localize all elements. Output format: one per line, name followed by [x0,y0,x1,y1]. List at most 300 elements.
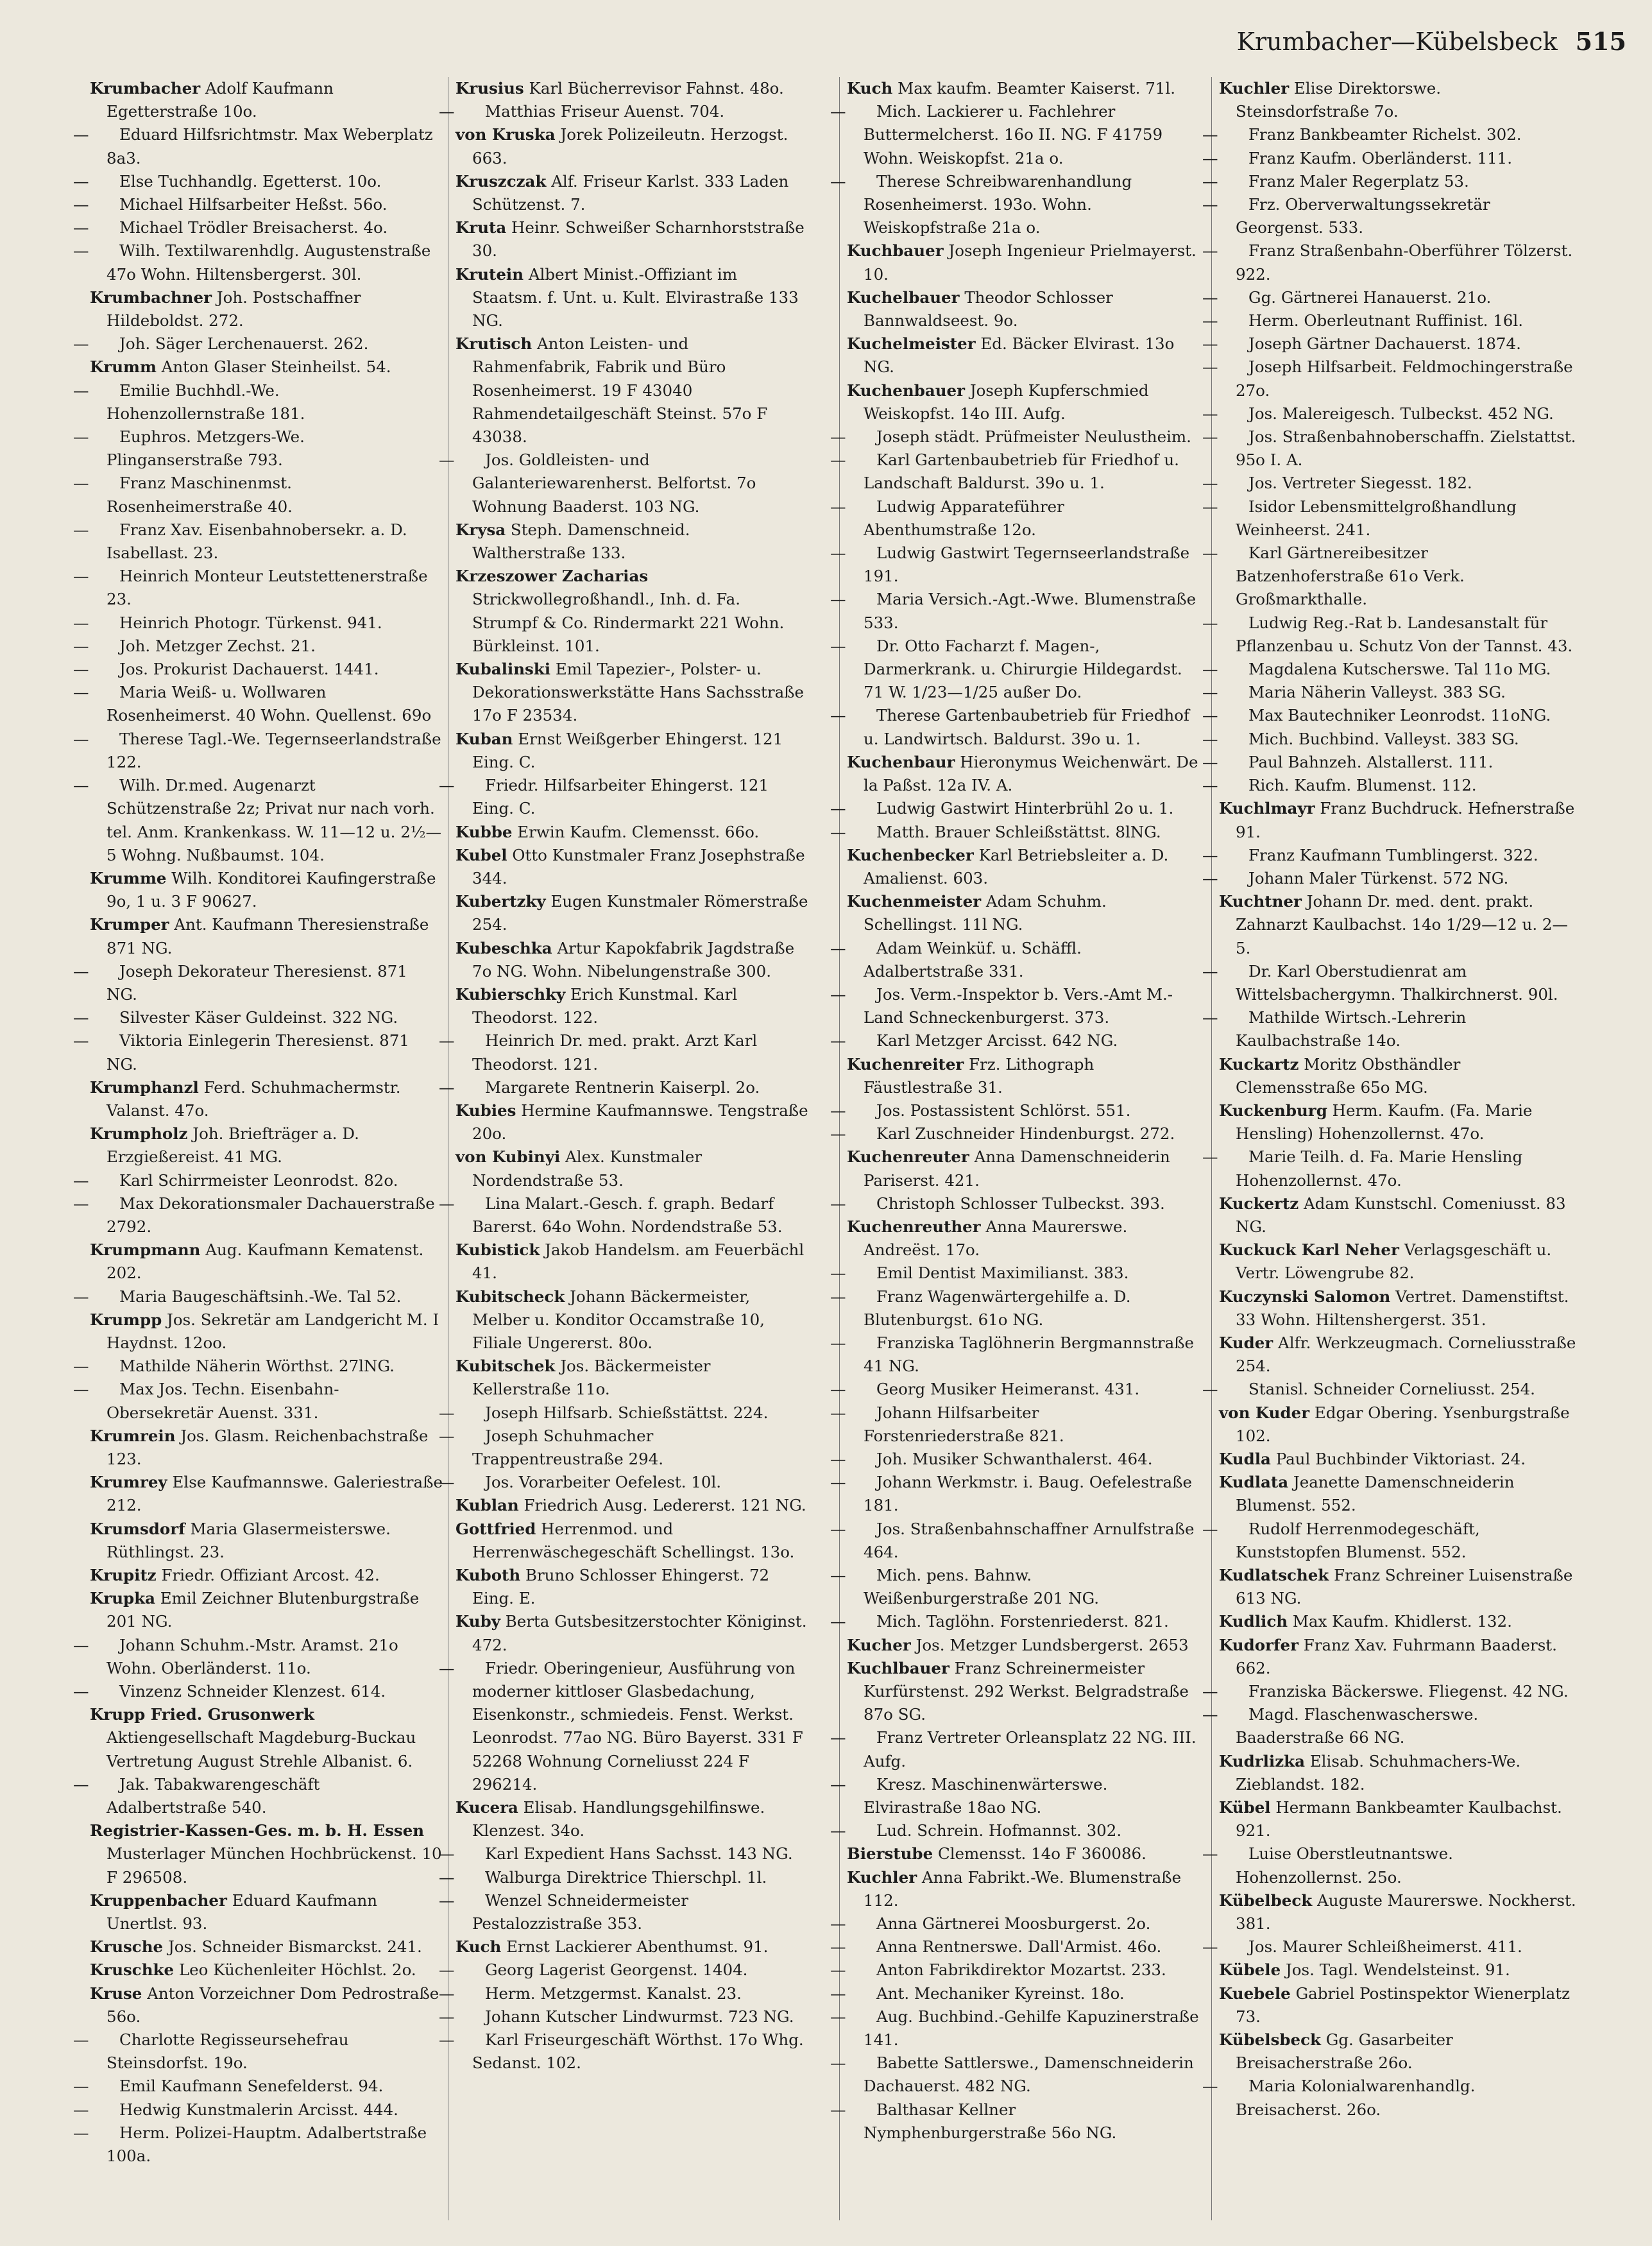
entry-details: Mathilde Näherin Wörthst. 27lNG. [119,1357,395,1376]
directory-entry [456,1564,808,1610]
entry-surname: Kuchelbauer [847,287,960,307]
directory-entry [456,1145,808,1192]
entry-surname: Kuder [1219,1333,1273,1352]
entry-details: Aug. Buchbind.-Gehilfe Kapuzinerstraße 141. [864,2007,1199,2050]
directory-entry [1202,867,1578,890]
entry-details: Gg. Gärtnerei Hanauerst. 21o. [1248,287,1492,307]
directory-entry [1219,890,1578,960]
entry-details: Joh. Briefträger a. D. Erzgießereist. 41 MG. [106,1124,359,1167]
ditto-dash: — [830,590,846,609]
entry-details: Hieronymus Weichenwärt. De la Paßst. 12a IV. A. [864,752,1198,795]
directory-entry [1202,542,1578,612]
directory-entry [1219,1564,1578,1610]
entry-details: Emil Tapezier-, Polster- u. Dekorationswerkstätte Hans Sachsstraße 17o F 23534. [472,660,805,725]
ditto-dash: — [830,427,846,447]
ditto-dash: — [830,938,846,957]
directory-entry [830,1378,1200,1401]
entry-details: Vertret. Damenstiftst. 33 Wohn. Hiltenshergerst. 351. [1236,1287,1569,1329]
entry-details: Johann Bäckermeister, Melber u. Konditor Occamstraße 10, Filiale Ungererst. 80o. [472,1287,765,1352]
directory-entry [456,728,808,774]
ditto-dash: — [73,683,89,702]
entry-details: Ant. Mechaniker Kyreinst. 18o. [876,1984,1125,2003]
directory-entry [1219,1959,1578,1982]
entry-surname: Krumrey [90,1473,167,1492]
ditto-dash: — [73,1170,89,1190]
ditto-dash: — [73,2030,89,2050]
entry-surname: Kuchenbecker [847,845,974,864]
entry-surname: Kuch [456,1937,502,1957]
entry-details: Ernst Weißgerber Ehingerst. 121 Eing. C. [472,729,783,771]
directory-entry [1202,123,1578,146]
entry-details: Lud. Schrein. Hofmannst. 302. [876,1821,1122,1840]
directory-entry [830,797,1200,820]
entry-details: Margarete Rentnerin Kaiserpl. 2o. [485,1077,760,1097]
entry-details: Paul Buchbinder Viktoriast. 24. [1275,1449,1526,1468]
directory-entry [830,1773,1200,1819]
directory-entry [1202,495,1578,542]
entry-details: Johann Dr. med. dent. prakt. Zahnarzt Kaulbachst. 14o 1/29—12 u. 2—5. [1236,892,1568,957]
ditto-dash: — [73,520,89,539]
entry-surname: Kudla [1219,1449,1271,1468]
ditto-dash: — [1202,776,1218,795]
entry-details: Marie Teilh. d. Fa. Marie Hensling Hohenzollernst. 47o. [1236,1147,1523,1190]
entry-details: Anna Damenschneiderin Pariserst. 421. [864,1147,1170,1190]
directory-entry [1202,1145,1578,1192]
ditto-dash: — [1202,1937,1218,1957]
ditto-dash: — [73,660,89,679]
ditto-dash: — [830,497,846,516]
ditto-dash: — [830,1519,846,1538]
entry-details: Franz Maler Regerplatz 53. [1248,171,1469,191]
entry-details: Joseph städt. Prüfmeister Neulustheim. [876,427,1191,447]
directory-entry [847,239,1200,286]
entry-details: Anna Maurerswe. Andreëst. 17o. [864,1217,1128,1260]
directory-entry [1202,402,1578,425]
entry-details: Bruno Schlosser Ehingerst. 72 Eing. E. [472,1566,770,1608]
entry-details: Adam Kunstschl. Comeniusst. 83 NG. [1236,1194,1566,1236]
entry-details: Clemensst. 14o F 360086. [937,1844,1146,1864]
ditto-dash: — [439,1473,455,1492]
ditto-dash: — [73,1008,89,1027]
entry-details: Maria Weiß- u. Wollwaren Rosenheimerst. 40 Wohn. Quellenst. 69o [106,683,432,725]
ditto-dash: — [73,474,89,493]
directory-entry [439,1029,808,1076]
entry-details: Jos. Straßenbahnschaffner Arnulfstraße 464. [864,1519,1195,1561]
directory-entry [456,1796,808,1842]
entry-details: Rudolf Herrenmodegeschäft, Kunststopfen Blumenst. 552. [1236,1519,1480,1561]
entry-surname: Kuchenreuter [847,1147,969,1167]
directory-entry [73,1773,443,1819]
entry-surname: Krusius [456,79,524,98]
directory-entry [1219,1448,1578,1471]
entry-details: Elisab. Schuhmachers-We. Zieblandst. 182. [1236,1751,1521,1794]
directory-entry [830,425,1200,449]
entry-surname: von Kubinyi [456,1147,561,1167]
directory-entry [830,100,1200,170]
entry-surname: Kuby [456,1612,500,1631]
ditto-dash: — [73,2100,89,2119]
ditto-dash: — [73,961,89,981]
entry-details: Adam Schuhm. Schellingst. 11l NG. [864,892,1107,934]
ditto-dash: — [439,1194,455,1213]
entry-details: Herrenmod. und Herrenwäschegeschäft Schellingst. 13o. [472,1519,795,1561]
entry-details: Franz Xav. Fuhrmann Baaderst. 662. [1236,1635,1557,1677]
directory-entry [1202,1935,1578,1959]
entry-surname: Kuchenbauer [847,381,966,400]
ditto-dash: — [1202,660,1218,679]
directory-entry [830,1122,1200,1145]
entry-details: Moritz Obsthändler Clemensstraße 65o MG. [1236,1054,1461,1097]
directory-entry [90,1703,443,1773]
directory-entry [830,983,1200,1029]
entry-details: Euphros. Metzgers-We. Plinganserstraße 793. [106,427,305,470]
entry-details: Herm. Kaufm. (Fa. Marie Hensling) Hohenzollernst. 47o. [1236,1101,1533,1144]
directory-entry [456,216,808,262]
entry-details: Walburga Direktrice Thierschpl. 1l. [485,1867,767,1887]
ditto-dash: — [1202,474,1218,493]
entry-details: Franz Bankbeamter Richelst. 302. [1248,125,1522,144]
entry-details: Therese Tagl.-We. Tegernseerlandstraße 122. [106,729,441,771]
entry-surname: Kruse [90,1984,142,2003]
ditto-dash: — [1202,241,1218,261]
ditto-dash: — [830,1194,846,1213]
directory-entry [90,286,443,332]
column-divider [839,77,840,2220]
ditto-dash: — [830,1566,846,1584]
entry-details: Max Bautechniker Leonrodst. 11oNG. [1248,706,1551,725]
entry-surname: Kubel [456,845,507,864]
entry-details: Stanisl. Schneider Corneliusst. 254. [1248,1380,1535,1399]
ditto-dash: — [439,1403,455,1422]
entry-details: Jakob Handelsm. am Feuerbächl 41. [472,1240,805,1283]
entry-details: Ludwig Apparateführer Abenthumstraße 12o. [864,497,1064,539]
directory-entry [73,1634,443,1680]
ditto-dash: — [439,1867,455,1887]
entry-surname: Kuckertz [1219,1194,1299,1213]
ditto-dash: — [439,1031,455,1050]
ditto-dash: — [73,334,89,354]
entry-details: Mich. Taglöhn. Forstenriederst. 821. [876,1612,1169,1631]
column-3 [830,77,1200,2220]
ditto-dash: — [73,729,89,748]
entry-surname: Kuchlmayr [1219,799,1315,818]
directory-entry [73,1285,443,1308]
entry-details: Auguste Maurerswe. Nockherst. 381. [1236,1890,1576,1933]
entry-details: Anna Gärtnerei Moosburgerst. 2o. [876,1914,1151,1933]
entry-surname: Krumbachner [90,287,212,307]
entry-details: Wilh. Konditorei Kaufingerstraße 9o, 1 u. 3 F 90627. [106,868,436,911]
ditto-dash: — [73,1774,89,1794]
directory-entry [456,821,808,844]
entry-details: Maria Näherin Valleyst. 383 SG. [1248,683,1506,702]
entry-details: Lina Malart.-Gesch. f. graph. Bedarf Barerst. 64o Wohn. Nordendstraße 53. [472,1194,783,1236]
entry-surname: Krumphanzl [90,1077,199,1097]
directory-entry [439,1889,808,1935]
directory-entry [830,821,1200,844]
directory-entry [847,77,1200,100]
entry-details: Ludwig Reg.-Rat b. Landesanstalt für Pflanzenbau u. Schutz Von der Tannst. 43. [1236,613,1573,655]
ditto-dash: — [73,1287,89,1306]
directory-entry [73,193,443,216]
directory-entry [830,1192,1200,1215]
directory-entry [456,937,808,983]
entry-details: Dr. Otto Facharzt f. Magen-, Darmerkrank. u. Chirurgie Hildegardst. 71 W. 1/23—1/25 außer Do. [864,636,1182,702]
ditto-dash: — [1202,334,1218,354]
directory-entry [439,1842,808,1865]
directory-entry [456,519,808,565]
entry-details: Georg Musiker Heimeranst. 431. [876,1380,1140,1399]
directory-entry [73,1355,443,1378]
directory-entry [847,751,1200,797]
entry-details: Elisab. Handlungsgehilfinswe. Klenzest. 34o. [472,1798,765,1840]
directory-entry [847,1866,1200,1912]
directory-entry [1202,774,1578,797]
ditto-dash: — [830,1774,846,1794]
directory-entry [90,356,443,379]
entry-surname: Krusche [90,1937,164,1957]
directory-entry [830,1819,1200,1842]
ditto-dash: — [1202,613,1218,632]
entry-details: Heinrich Dr. med. prakt. Arzt Karl Theodorst. 121. [472,1031,758,1074]
entry-surname: Kübelsbeck [1219,2030,1321,2050]
entry-details: Steph. Damenschneid. Waltherstraße 133. [472,520,690,563]
entry-details: Babette Sattlerswe., Damenschneiderin Dachauerst. 482 NG. [864,2053,1194,2096]
entry-details: Jos. Glasm. Reichenbachstraße 123. [106,1426,429,1468]
entry-details: Friedrich Ausg. Ledererst. 121 NG. [524,1496,806,1515]
entry-details: Friedr. Offiziant Arcost. 42. [161,1566,380,1584]
directory-entry [830,1610,1200,1633]
directory-entry [90,1959,443,1982]
ditto-dash: — [1202,706,1218,725]
entry-surname: Kruszczak [456,171,547,191]
ditto-dash: — [73,427,89,447]
entry-surname: Kuch [847,79,893,98]
entry-surname: Kruta [456,218,507,237]
directory-entry [847,844,1200,890]
entry-surname: Kuban [456,729,513,748]
entry-details: Joseph Schuhmacher Trappentreustraße 294. [472,1426,664,1468]
entry-details: Maria Versich.-Agt.-Wwe. Blumenstraße 533. [864,590,1196,632]
directory-entry [1202,1006,1578,1052]
directory-entry [1202,1518,1578,1564]
directory-entry [73,1169,443,1192]
entry-details: Jos. Tagl. Wendelsteinst. 91. [1285,1960,1510,1980]
ditto-dash: — [73,1031,89,1050]
entry-details: Aug. Kaufmann Kematenst. 202. [106,1240,424,1283]
entry-surname: Kucera [456,1798,518,1817]
entry-details: Franz Buchdruck. Hefnerstraße 91. [1236,799,1575,841]
entry-details: Ant. Kaufmann Theresienstraße 871 NG. [106,915,429,957]
directory-entry [90,1122,443,1169]
directory-entry [1219,1053,1578,1099]
entry-details: Emil Dentist Maximilianst. 383. [876,1264,1129,1283]
directory-entry [1202,728,1578,751]
entry-surname: Krumpholz [90,1124,188,1144]
directory-entry [456,1935,808,1959]
directory-entry [830,704,1200,750]
ditto-dash: — [830,1937,846,1957]
entry-surname: Krumme [90,868,167,887]
ditto-dash: — [73,636,89,655]
entry-details: Michael Hilfsarbeiter Heßst. 56o. [119,195,387,214]
directory-entry [456,263,808,333]
directory-entry [1202,704,1578,727]
directory-entry [1219,2028,1578,2075]
entry-details: Johann Hilfsarbeiter Forstenriederstraße 821. [864,1403,1064,1445]
directory-entry [1202,844,1578,867]
entry-surname: Kudrlizka [1219,1751,1305,1770]
entry-details: Karl Expedient Hans Sachsst. 143 NG. [485,1844,793,1864]
entry-details: Friedr. Oberingenieur, Ausführung von moderner kittloser Glasbedachung, Eisenkonstr., schmiedeis. Fenst. Werkst. Leonrodst. 77ao NG. Büro Bayerst. 331 F 52268 Wohnung Corneliusst 224 F 296214. [472,1658,803,1794]
entry-details: Mich. Buchbind. Valleyst. 383 SG. [1248,729,1519,748]
directory-entry [1219,1099,1578,1145]
directory-entry [73,635,443,658]
entry-surname: Krutein [456,264,524,284]
entry-details: Karl Metzger Arcisst. 642 NG. [876,1031,1118,1050]
ditto-dash: — [1202,1380,1218,1399]
directory-entry [847,890,1200,936]
ditto-dash: — [439,776,455,795]
entry-surname: Kuchler [1219,79,1290,98]
entry-details: Elise Direktorswe. Steinsdorfstraße 7o. [1236,79,1441,121]
ditto-dash: — [830,706,846,725]
entry-details: Erich Kunstmal. Karl Theodorst. 122. [472,984,738,1027]
directory-entry [73,2122,443,2168]
entry-surname: Kuchler [847,1867,917,1887]
ditto-dash: — [830,2007,846,2026]
ditto-dash: — [1202,2077,1218,2096]
ditto-dash: — [830,1403,846,1422]
directory-entry [830,1285,1200,1332]
entry-surname: Krzeszower Zacharias [456,567,649,586]
entry-surname: Kuchbauer [847,241,944,261]
ditto-dash: — [1202,729,1218,748]
ditto-dash: — [73,567,89,586]
directory-entry [456,890,808,936]
directory-entry [1219,1796,1578,1842]
ditto-dash: — [439,1426,455,1445]
directory-entry [73,332,443,356]
entry-details: Eugen Kunstmaler Römerstraße 254. [472,892,808,934]
directory-entry [439,1657,808,1796]
ditto-dash: — [439,1077,455,1097]
entry-details: Joseph Ingenieur Prielmayerst. 10. [864,241,1196,284]
entry-details: Karl Betriebsleiter a. D. Amalienst. 603. [864,845,1169,887]
ditto-dash: — [73,776,89,795]
entry-details: Max kaufm. Beamter Kaiserst. 71l. [898,79,1176,98]
column-2 [439,77,808,2220]
ditto-dash: — [830,1821,846,1840]
entry-surname: Gottfried [456,1519,536,1538]
entry-details: Joh. Metzger Zechst. 21. [119,636,316,655]
entry-details: Joseph Gärtner Dachauerst. 1874. [1248,334,1521,354]
entry-details: Albert Minist.-Offiziant im Staatsm. f. Unt. u. Kult. Elvirastraße 133 NG. [472,264,799,330]
entry-details: Jos. Malereigesch. Tulbeckst. 452 NG. [1248,404,1554,423]
ditto-dash: — [1202,195,1218,214]
ditto-dash: — [830,984,846,1004]
entry-details: Matthias Friseur Auenst. 704. [485,102,725,121]
ditto-dash: — [1202,311,1218,330]
entry-details: Eduard Kaufmann Unertlst. 93. [106,1890,378,1933]
entry-details: Anton Glaser Steinheilst. 54. [161,357,391,377]
entry-surname: Kuchelmeister [847,334,976,354]
entry-details: Emil Zeichner Blutenburgstraße 201 NG. [106,1589,420,1631]
entry-details: Alf. Friseur Karlst. 333 Laden Schützenst. 7. [472,171,789,214]
directory-entry [456,332,808,449]
entry-details: Therese Gartenbaubetrieb für Friedhof u. Landwirtsch. Baldurst. 39o u. 1. [864,706,1189,748]
directory-entry [73,960,443,1006]
entry-surname: Kubalinski [456,660,551,679]
entry-details: Frz. Lithograph Fäustlestraße 31. [864,1054,1094,1097]
directory-entry [73,2028,443,2075]
entry-details: Gabriel Postinspektor Wienerplatz 73. [1236,1984,1571,2026]
entry-details: Heinrich Monteur Leutstettenerstraße 23. [106,567,428,609]
directory-entry [90,1425,443,1471]
directory-entry [1202,751,1578,774]
entry-details: Heinrich Photogr. Türkenst. 941. [119,613,382,632]
entry-details: Mathilde Wirtsch.-Lehrerin Kaulbachstraße 14o. [1236,1008,1467,1050]
directory-entry [73,2098,443,2122]
entry-details: Maria Kolonialwarenhandlg. Breisacherst. 26o. [1236,2077,1476,2119]
directory-entry [73,472,443,518]
entry-details: Franz Wagenwärtergehilfe a. D. Blutenburgst. 61o NG. [864,1287,1131,1329]
entry-details: Heinr. Schweißer Scharnhorststraße 30. [472,218,805,261]
ditto-dash: — [1202,1008,1218,1027]
directory-entry [456,123,808,169]
entry-details: Ed. Bäcker Elvirast. 13o NG. [864,334,1175,377]
entry-surname: Kruschke [90,1960,175,1980]
directory-entry [830,1448,1200,1471]
entry-details: Joh. Säger Lerchenauerst. 262. [119,334,369,354]
entry-details: Herm. Oberleutnant Ruffinist. 16l. [1248,311,1523,330]
ditto-dash: — [830,2100,846,2119]
directory-entry [1202,612,1578,658]
entry-details: Christoph Schlosser Tulbeckst. 393. [876,1194,1165,1213]
directory-entry [830,588,1200,634]
directory-entry [1202,2075,1578,2121]
entry-details: Frz. Oberverwaltungssekretär Georgenst. 533. [1236,195,1490,237]
directory-entry [456,170,808,216]
entry-details: Emilie Buchhdl.-We. Hohenzollernstraße 181. [106,381,305,423]
page-header [1219,19,1626,64]
ditto-dash: — [439,1960,455,1980]
directory-entry [1202,681,1578,704]
directory-entry [73,216,443,239]
entry-details: Franz Kaufm. Oberländerst. 111. [1248,148,1512,167]
ditto-dash: — [73,1635,89,1654]
ditto-dash: — [1202,427,1218,447]
directory-entry [90,913,443,959]
entry-surname: Kudlatschek [1219,1566,1329,1584]
entry-details: Franziska Taglöhnerin Bergmannstraße 41 NG. [864,1333,1195,1376]
directory-entry [1219,1982,1578,2028]
entry-surname: Kubistick [456,1240,540,1260]
entry-details: Wenzel Schneidermeister Pestalozzistraße 353. [472,1890,688,1933]
directory-entry [1219,1889,1578,1935]
entry-surname: Kudorfer [1219,1635,1299,1654]
entry-details: Isidor Lebensmittelgroßhandlung Weinheerst. 241. [1236,497,1517,539]
entry-details: Theodor Schlosser Bannwaldseest. 9o. [864,287,1113,330]
ditto-dash: — [439,1658,455,1677]
ditto-dash: — [73,381,89,400]
directory-entry [1202,239,1578,286]
ditto-dash: — [830,450,846,470]
entry-details: Karl Schirrmeister Leonrodst. 82o. [119,1170,398,1190]
directory-entry [830,2005,1200,2052]
directory-entry [73,728,443,774]
entry-surname: Kubitscheck [456,1287,565,1306]
ditto-dash: — [830,636,846,655]
